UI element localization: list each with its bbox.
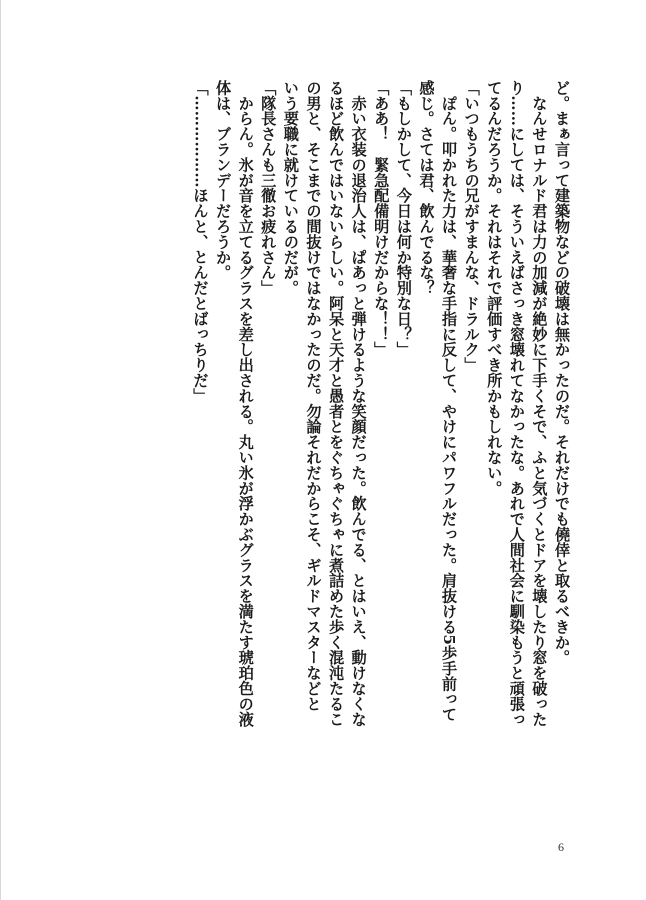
text-line: ぽん。叩かれた力は、華奢な手指に反して、やけにパワフルだった。肩抜ける5歩手前って — [440, 80, 459, 723]
text-line: てるんだろうか。それはそれで評価すべき所かもしれない。 — [485, 80, 504, 496]
text-line: 赤い衣装の退治人は、ぱあっと弾けるような笑顔だった。飲んでる、とはいえ、動けなくな — [349, 80, 368, 727]
text-line: 「もしかして、今日は何か特別な日？」 — [394, 80, 413, 358]
text-line: なんせロナルド君は力の加減が絶妙に下手くそで、ふと気づくとドアを壊したり窓を破った — [530, 80, 549, 727]
text-line: 「………………ほんと、とんだとばっちりだ」 — [191, 80, 210, 404]
text-line: の男と、そこまでの間抜けではなかったのだ。勿論それだからこそ、ギルドマスターなどと — [304, 80, 323, 712]
page-number: 6 — [558, 840, 564, 854]
text-line: 感じ。さては君、飲んでるな？ — [417, 80, 436, 296]
text-line: 「いつもうちの兄がすまんな、ドラルク」 — [462, 80, 481, 373]
vertical-text-body — [189, 80, 573, 806]
text-line: 体は、ブランデーだろうか。 — [214, 80, 233, 281]
text-line: 「隊長さんも三徹お疲れさん」 — [259, 80, 278, 296]
text-line: 「ああ！ 緊急配備明けだからな！！」 — [372, 80, 391, 358]
text-line: からん。氷が音を立てるグラスを差し出される。丸い氷が浮かぶグラスを満たす琥珀色の液 — [236, 80, 255, 727]
text-line: るほど飲んではいないらしい。阿呆と天才と愚者とをぐちゃぐちゃに煮詰めた歩く混沌たるこ — [327, 80, 346, 727]
text-line: り……にしては、そういえばさっき窓壊れてなかったな。あれで人間社会に馴染もうと頑張っ — [507, 80, 526, 727]
text-line: いう要職に就けているのだが。 — [281, 80, 300, 296]
text-line: ど。まぁ言って建築物などの破壊は無かったのだ。それだけでも僥倖と取るべきか。 — [553, 80, 571, 666]
